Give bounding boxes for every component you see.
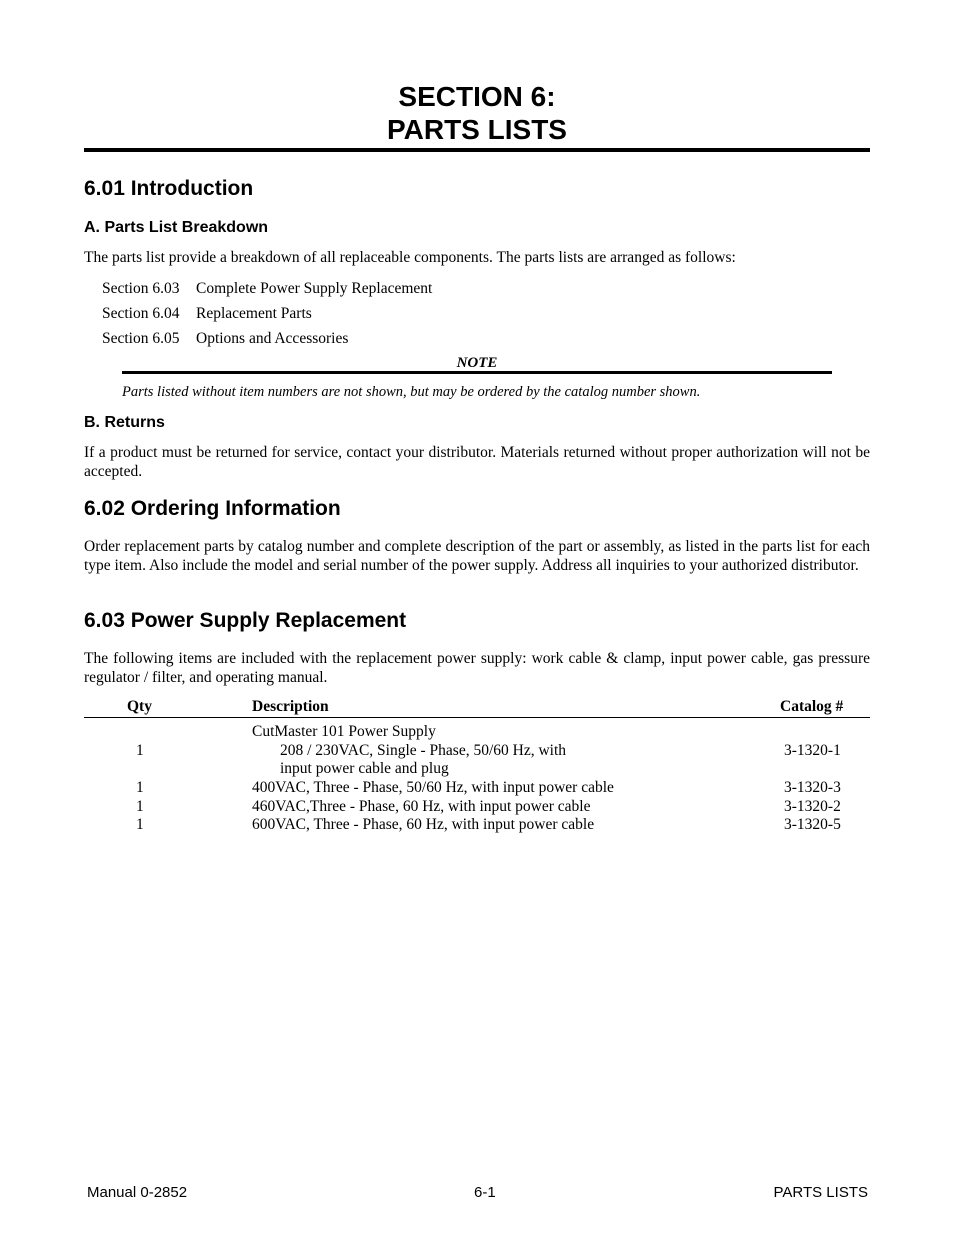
title-divider [84,148,870,152]
row-qty: 1 [136,742,144,759]
returns-text: If a product must be returned for service, contact your distributor. Materials returned without proper authorization will not be accepted. [84,444,870,480]
row-description: 600VAC, Three - Phase, 60 Hz, with input power cable [252,816,595,833]
footer-page-number: 6-1 [474,1184,496,1201]
list-item [102,330,348,348]
breakdown-heading: A. Parts List Breakdown [84,219,269,236]
note-heading: NOTE [456,355,498,371]
list-item-section: Section 6.04 [102,305,180,322]
row-description: 460VAC,Three - Phase, 60 Hz, with input power cable [252,798,591,815]
list-item [102,305,312,323]
row-catalog: 3-1320-2 [784,798,841,815]
list-item-title: Complete Power Supply Replacement [196,280,433,297]
table-group-title: CutMaster 101 Power Supply [252,723,436,740]
list-item-section: Section 6.05 [102,330,180,347]
note-divider [122,371,832,374]
row-description-continued: input power cable and plug [280,760,449,777]
section-title-line1: SECTION 6: [398,81,556,112]
intro-heading: 6.01 Introduction [84,177,254,200]
list-item-section: Section 6.03 [102,280,180,297]
row-description: 208 / 230VAC, Single - Phase, 50/60 Hz, with [280,742,567,759]
list-item-title: Replacement Parts [196,305,312,322]
replacement-heading: 6.03 Power Supply Replacement [84,609,407,632]
table-header-divider [84,717,870,718]
row-description: 400VAC, Three - Phase, 50/60 Hz, with input power cable [252,779,614,796]
row-qty: 1 [136,779,144,796]
table-header-qty: Qty [127,698,152,715]
section-title [84,80,870,146]
table-header-description: Description [252,698,329,715]
returns-heading: B. Returns [84,414,165,431]
ordering-text: Order replacement parts by catalog number and complete description of the part or assembly, as listed in the parts list for each type item. Also include the model and serial number of the power supply. Address all inquiries to your authorized distributor. [84,538,870,574]
row-catalog: 3-1320-5 [784,816,841,833]
breakdown-text: The parts list provide a breakdown of all replaceable components. The parts lists are arranged as follows: [84,249,736,266]
row-qty: 1 [136,816,144,833]
note-text: Parts listed without item numbers are not shown, but may be ordered by the catalog number shown. [122,384,701,400]
ordering-heading: 6.02 Ordering Information [84,497,341,520]
row-catalog: 3-1320-3 [784,779,841,796]
replacement-text: The following items are included with the replacement power supply: work cable & clamp, input power cable, gas pressure regulator / filter, and operating manual. [84,650,870,686]
list-item [102,280,432,298]
row-qty: 1 [136,798,144,815]
footer-section-name: PARTS LISTS [773,1184,868,1201]
row-catalog: 3-1320-1 [784,742,841,759]
table-header-catalog: Catalog # [780,698,844,715]
section-title-line2: PARTS LISTS [387,114,567,145]
list-item-title: Options and Accessories [196,330,349,347]
footer-manual-number: Manual 0-2852 [87,1184,188,1201]
